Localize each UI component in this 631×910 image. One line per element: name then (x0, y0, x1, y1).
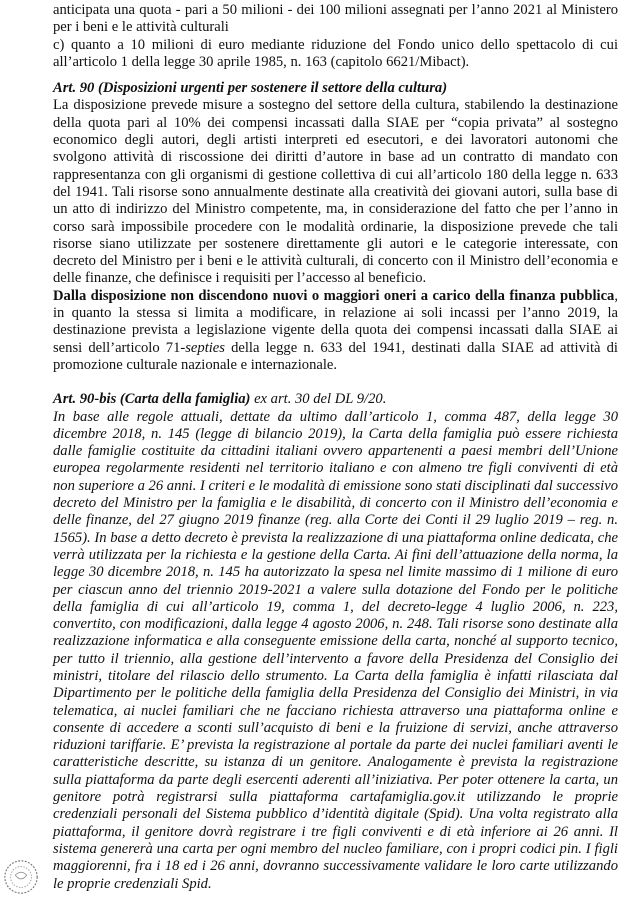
intro-item-c: c) quanto a 10 milioni di euro mediante riduzione del Fondo unico dello spettacolo di cui all’articolo 1 della legge 30 aprile 1985, n. 163 (capitolo 6621/Mibact). (53, 36, 618, 70)
art90bis-heading (53, 391, 618, 408)
art90-paragraph-2 (53, 288, 618, 374)
seal-stamp-icon (2, 858, 40, 896)
art90-text-b: della legge n. 633 del 1941, destinati dalla SIAE ad attività di promozione culturale nazionale e internazionale. (53, 339, 618, 373)
intro-line: anticipata una quota - pari a 50 milioni - dei 100 milioni assegnati per l’anno 2021 al Ministero per i beni e le attività culturali (53, 2, 618, 36)
art90-bold-text: Dalla disposizione non discendono nuovi o maggiori oneri a carico della finanza pubblica (53, 287, 615, 304)
document-page (53, 2, 618, 893)
art90bis-reference: ex art. 30 del DL 9/20. (250, 391, 387, 408)
art90-text-a: , in quanto la stessa si limita a modificare, in relazione ai soli incassi per l’anno 2019, la destinazione prevista a legislazione vigente della quota dei compensi incassati dalla SIAE ai sensi dell’articolo 71- (53, 287, 618, 356)
art90-title: Art. 90 (Disposizioni urgenti per sostenere il settore della cultura) (53, 80, 448, 97)
art90-italic-text: septies (185, 339, 225, 356)
art90bis-title: Art. 90-bis (Carta della famiglia) (53, 391, 251, 408)
art90bis-body: In base alle regole attuali, dettate da ultimo dall’articolo 1, comma 487, della legge 30 dicembre 2018, n. 145 (legge di bilancio 2019), la Carta della famiglia può essere richiesta dalle famiglie costituite da cittadini italiani ovvero appartenenti a paesi membri dell’Unione europea regolarmente residenti nel territorio italiano e con almeno tre figli conviventi di età non superiore a 26 anni. I criteri e le modalità di emissione sono stati disciplinati dal successivo decreto del Ministro per la famiglia e le disabilità, di concerto con il Ministro dell’economia e delle finanze, del 27 giugno 2019 finanze (reg. alla Corte dei Conti il 29 luglio 2019 – reg. n. 1565). In base a detto decreto è prevista la realizzazione di una piattaforma online dedicata, che verrà utilizzata per la richiesta e la gestione della Carta. Ai fini dell’attuazione della norma, la legge 30 dicembre 2018, n. 145 ha autorizzato la spesa nel limite massimo di 1 milione di euro per ciascun anno del triennio 2019-2021 a valere sulla dotazione del Fondo per le politiche della famiglia di cui all’articolo 19, comma 1, del decreto-legge 4 luglio 2006, n. 223, convertito, con modificazioni, dalla legge 4 agosto 2006, n. 248. Tali risorse sono destinate alla realizzazione informatica e alla conseguente emissione della carta, nonché al supporto tecnico, per tutto il triennio, alla gestione dell’intervento a favore della Presidenza del Consiglio dei ministri, titolare del rilascio dello strumento. La Carta della famiglia è infatti rilasciata dal Dipartimento per le politiche della famiglia della Presidenza del Consiglio dei Ministri, in via telematica, ai nuclei familiari che ne facciano richiesta attraverso una piattaforma online e consente di accedere a sconti sull’acquisto di beni e la fruizione di servizi, anche attraverso riduzioni tariffarie. E’ prevista la registrazione al portale da parte dei nuclei familiari aventi le caratteristiche descritte, su istanza di un genitore. Analogamente è prevista la registrazione sulla piattaforma da parte degli esercenti aderenti all’iniziativa. Per poter ottenere la carta, un genitore potrà registrarsi sulla piattaforma cartafamiglia.gov.it utilizzando le proprie credenziali personali del Sistema pubblico d’identità digitale (Spid). Una volta registrato alla piattaforma, il genitore dovrà registrare i tre figli conviventi e di età inferiore ai 26 anni. Il sistema genererà una carta per ogni membro del nucleo familiare, con i propri codici pin. I figli maggiorenni, fra i 18 ed i 26 anni, dovranno successivamente validare le loro carte utilizzando le proprie credenziali Spid. (53, 408, 618, 892)
art90-paragraph-1: La disposizione prevede misure a sostegno del settore della cultura, stabilendo la destinazione della quota pari al 10% dei compensi incassati dalla SIAE per “copia privata” al sostegno economico degli autori, degli artisti interpreti ed esecutori, e dei lavoratori autonomi che svolgono attività di riscossione dei diritti d’autore in base ad un contratto di mandato con rappresentanza con gli organismi di gestione collettiva di cui all’articolo 180 della legge n. 633 del 1941. Tali risorse sono annualmente destinate alla creatività dei giovani autori, sulla base di un atto di indirizzo del Ministro competente, ma, in considerazione del fatto che per l’anno in corso sarà impossibile procedere con le modalità ordinarie, la disposizione prevede che tali risorse siano utilizzate per sostenere direttamente gli autori e le categorie interessate, con decreto del Ministro per i beni e le attività culturali, di concerto con il Ministro dell’economia e delle finanze, che definisce i requisiti per l’accesso al beneficio. (53, 97, 618, 287)
